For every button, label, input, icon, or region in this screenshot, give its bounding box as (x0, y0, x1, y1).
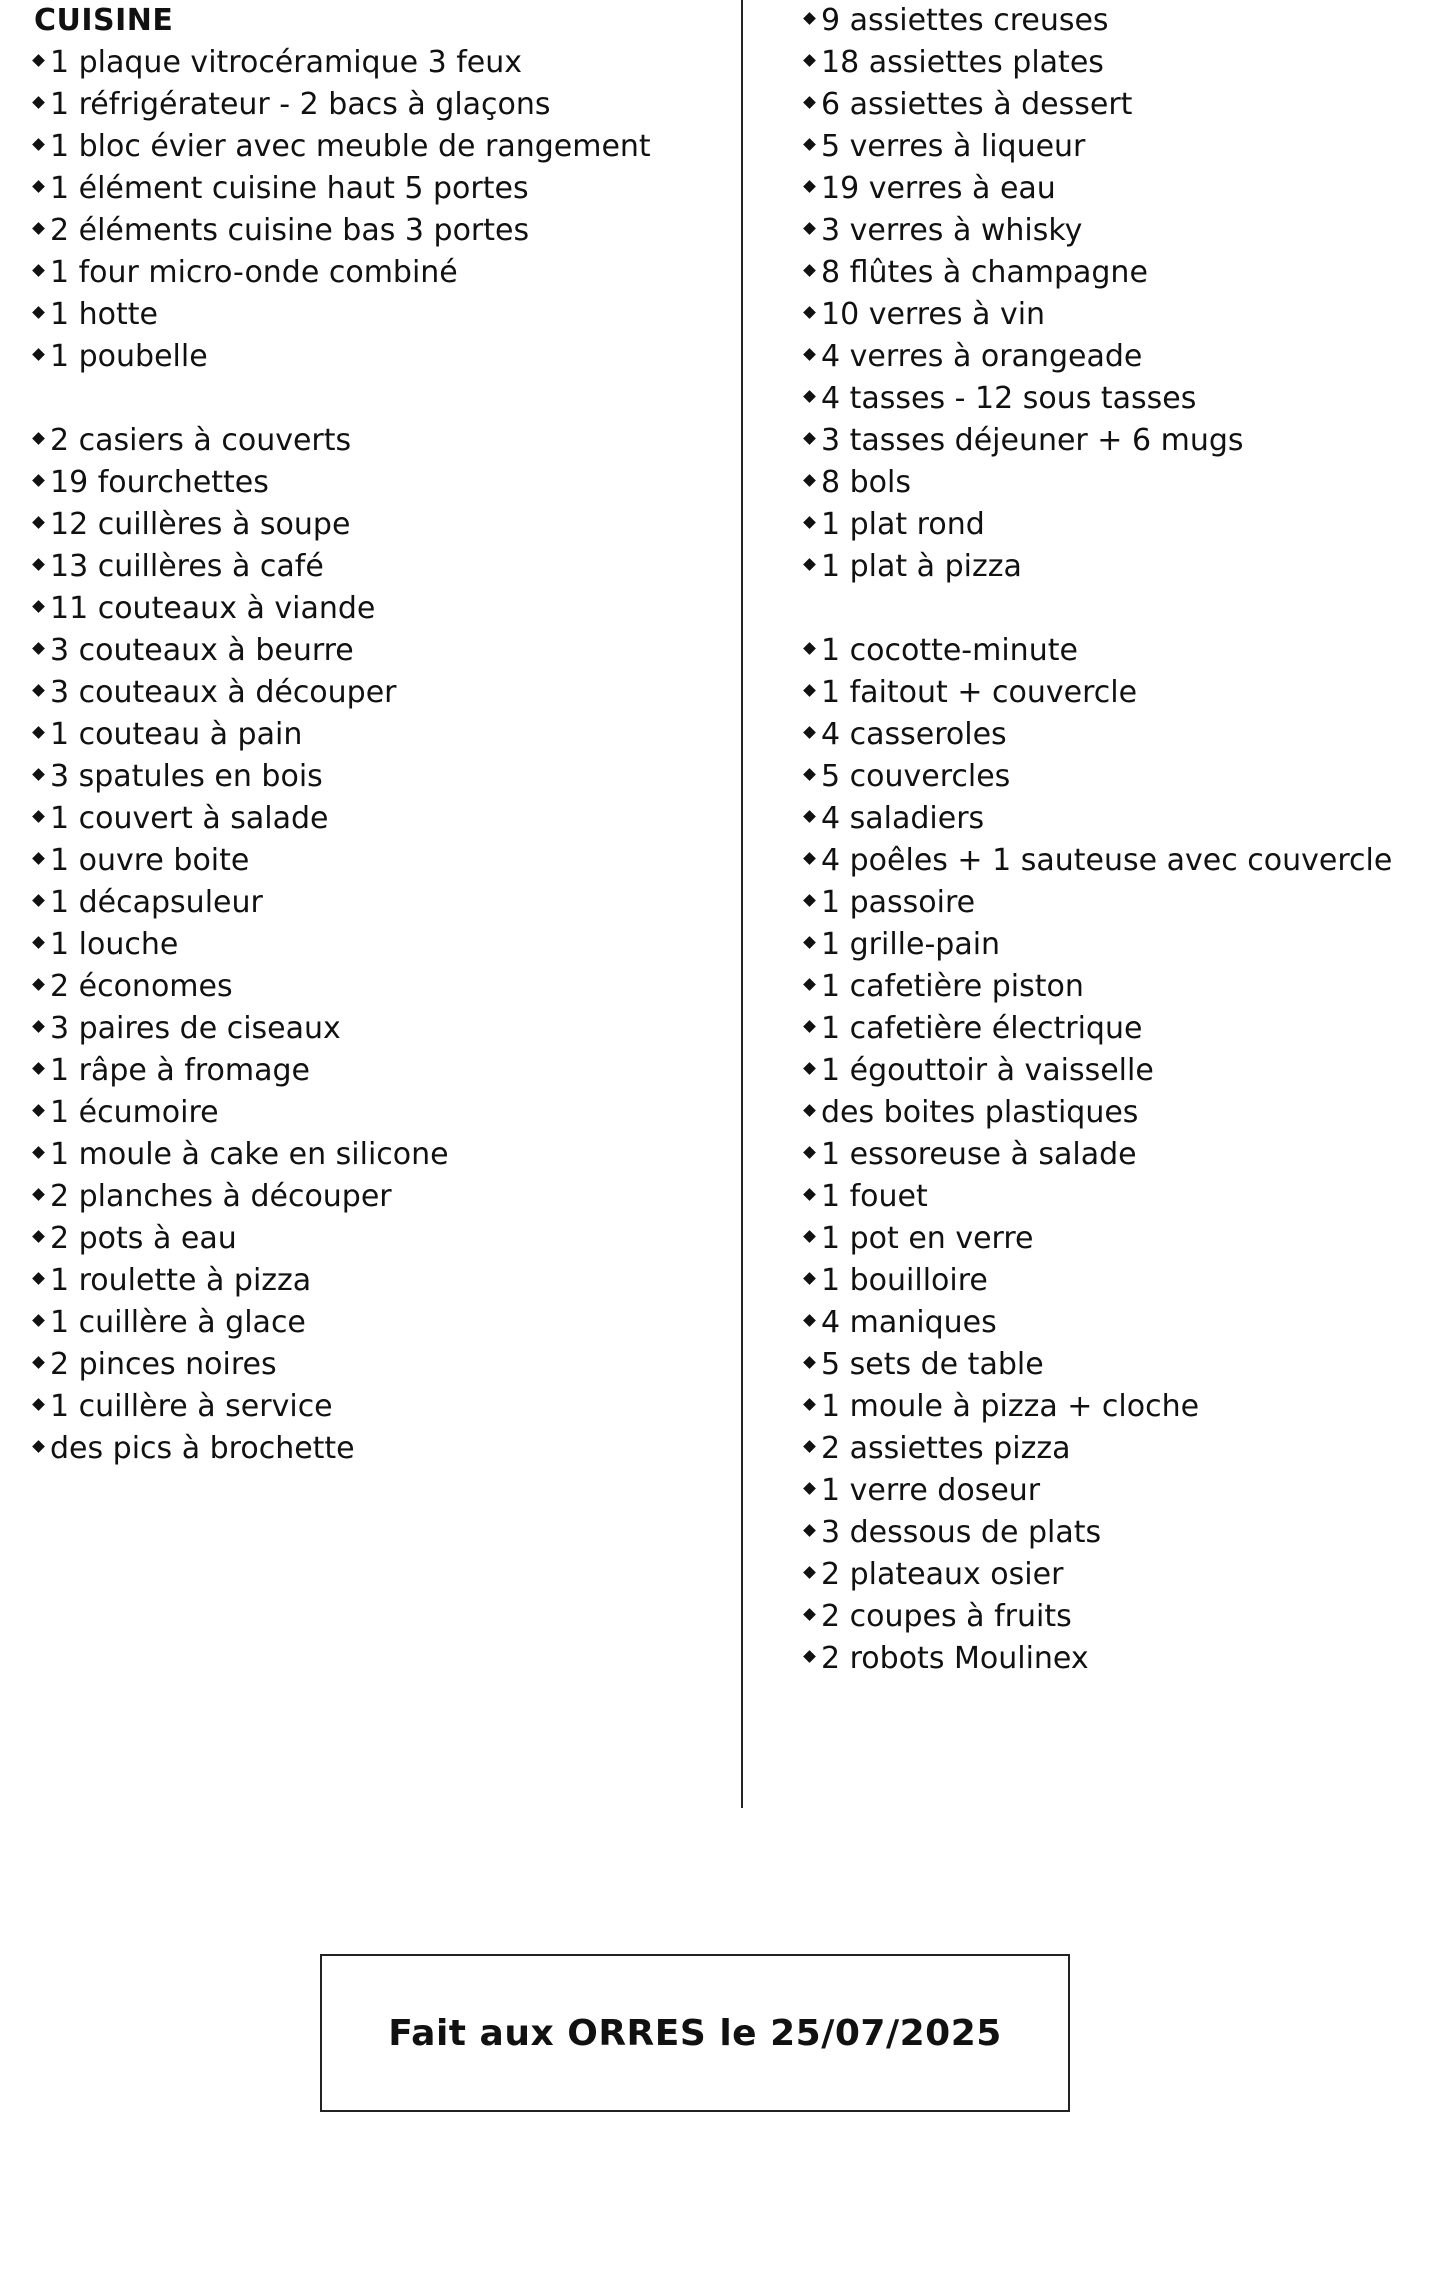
item-label: 3 couteaux à beurre (50, 633, 354, 668)
diamond-bullet-icon (803, 54, 816, 67)
left-item-list (34, 42, 734, 1470)
list-item (34, 1092, 734, 1134)
list-item (805, 1470, 1425, 1512)
item-label: 2 casiers à couverts (50, 423, 352, 458)
list-item (805, 924, 1425, 966)
diamond-bullet-icon (803, 1230, 816, 1243)
list-item (805, 168, 1425, 210)
list-item (805, 1638, 1425, 1680)
diamond-bullet-icon (32, 432, 45, 445)
diamond-bullet-icon (803, 432, 816, 445)
list-item (34, 210, 734, 252)
item-label: 8 bols (821, 465, 911, 500)
list-item (805, 1386, 1425, 1428)
item-label: 1 moule à cake en silicone (50, 1137, 449, 1172)
list-item (34, 1218, 734, 1260)
diamond-bullet-icon (803, 1020, 816, 1033)
diamond-bullet-icon (32, 768, 45, 781)
item-label: 2 coupes à fruits (821, 1599, 1072, 1634)
diamond-bullet-icon (32, 516, 45, 529)
item-label: 1 râpe à fromage (50, 1053, 310, 1088)
list-item (34, 1134, 734, 1176)
item-label: 2 planches à découper (50, 1179, 392, 1214)
item-label: 11 couteaux à viande (50, 591, 376, 626)
list-item (805, 756, 1425, 798)
diamond-bullet-icon (32, 1188, 45, 1201)
list-item (805, 1428, 1425, 1470)
item-label: 1 louche (50, 927, 179, 962)
item-label: 2 éléments cuisine bas 3 portes (50, 213, 530, 248)
item-label: 1 pot en verre (821, 1221, 1034, 1256)
item-label: 1 poubelle (50, 339, 208, 374)
diamond-bullet-icon (803, 852, 816, 865)
diamond-bullet-icon (32, 642, 45, 655)
list-item (805, 84, 1425, 126)
item-label: 8 flûtes à champagne (821, 255, 1148, 290)
item-label: 3 paires de ciseaux (50, 1011, 341, 1046)
diamond-bullet-icon (32, 1440, 45, 1453)
list-item (805, 1176, 1425, 1218)
list-item (805, 1008, 1425, 1050)
item-label: 3 dessous de plats (821, 1515, 1102, 1550)
item-label: 2 plateaux osier (821, 1557, 1064, 1592)
item-label: 13 cuillères à café (50, 549, 324, 584)
diamond-bullet-icon (32, 1398, 45, 1411)
list-item (34, 252, 734, 294)
item-label: 1 cafetière piston (821, 969, 1084, 1004)
list-item (34, 126, 734, 168)
list-item (34, 504, 734, 546)
list-item (34, 294, 734, 336)
diamond-bullet-icon (32, 1230, 45, 1243)
list-item (34, 1428, 734, 1470)
list-item (805, 1134, 1425, 1176)
item-label: 12 cuillères à soupe (50, 507, 351, 542)
diamond-bullet-icon (803, 936, 816, 949)
diamond-bullet-icon (32, 1104, 45, 1117)
item-label: 5 sets de table (821, 1347, 1044, 1382)
item-label: 1 cocotte-minute (821, 633, 1078, 668)
item-label: 1 bloc évier avec meuble de rangement (50, 129, 651, 164)
diamond-bullet-icon (32, 138, 45, 151)
list-item (805, 210, 1425, 252)
list-item (34, 1050, 734, 1092)
item-label: 1 réfrigérateur - 2 bacs à glaçons (50, 87, 551, 122)
item-label: 1 four micro-onde combiné (50, 255, 458, 290)
item-label: 19 fourchettes (50, 465, 269, 500)
right-item-list (805, 0, 1425, 1680)
list-item (805, 1302, 1425, 1344)
item-label: 1 cuillère à service (50, 1389, 333, 1424)
item-label: 1 hotte (50, 297, 158, 332)
diamond-bullet-icon (803, 1146, 816, 1159)
diamond-bullet-icon (803, 96, 816, 109)
diamond-bullet-icon (32, 894, 45, 907)
diamond-bullet-icon (803, 1482, 816, 1495)
diamond-bullet-icon (803, 138, 816, 151)
list-item (805, 1050, 1425, 1092)
list-item (34, 630, 734, 672)
item-label: 6 assiettes à dessert (821, 87, 1133, 122)
diamond-bullet-icon (32, 852, 45, 865)
list-item (34, 924, 734, 966)
list-item (805, 462, 1425, 504)
item-label: 1 passoire (821, 885, 976, 920)
diamond-bullet-icon (32, 1020, 45, 1033)
diamond-bullet-icon (32, 222, 45, 235)
diamond-bullet-icon (32, 936, 45, 949)
list-item (34, 840, 734, 882)
item-label: 1 couvert à salade (50, 801, 329, 836)
item-label: 4 poêles + 1 sauteuse avec couvercle (821, 843, 1393, 878)
list-item (805, 0, 1425, 42)
diamond-bullet-icon (803, 516, 816, 529)
list-item (34, 168, 734, 210)
item-label: 1 plat rond (821, 507, 985, 542)
list-item (805, 798, 1425, 840)
list-item (34, 588, 734, 630)
diamond-bullet-icon (803, 306, 816, 319)
diamond-bullet-icon (803, 894, 816, 907)
item-label: 2 robots Moulinex (821, 1641, 1089, 1676)
signature-text: Fait aux ORRES le 25/07/2025 (388, 2012, 1002, 2054)
diamond-bullet-icon (803, 1062, 816, 1075)
item-label: 1 décapsuleur (50, 885, 263, 920)
diamond-bullet-icon (803, 180, 816, 193)
diamond-bullet-icon (32, 1062, 45, 1075)
item-label: 3 couteaux à découper (50, 675, 397, 710)
diamond-bullet-icon (32, 1272, 45, 1285)
diamond-bullet-icon (32, 978, 45, 991)
diamond-bullet-icon (803, 222, 816, 235)
list-item (34, 714, 734, 756)
diamond-bullet-icon (32, 96, 45, 109)
item-label: 2 pots à eau (50, 1221, 237, 1256)
list-item (805, 1596, 1425, 1638)
list-item (805, 420, 1425, 462)
list-item (805, 504, 1425, 546)
diamond-bullet-icon (803, 348, 816, 361)
item-label: 1 faitout + couvercle (821, 675, 1138, 710)
diamond-bullet-icon (32, 348, 45, 361)
list-item (34, 1344, 734, 1386)
list-item (34, 1176, 734, 1218)
diamond-bullet-icon (803, 726, 816, 739)
list-item (805, 1260, 1425, 1302)
list-item (34, 672, 734, 714)
item-label: 18 assiettes plates (821, 45, 1104, 80)
diamond-bullet-icon (803, 264, 816, 277)
item-label: 1 moule à pizza + cloche (821, 1389, 1200, 1424)
list-item (34, 42, 734, 84)
diamond-bullet-icon (32, 726, 45, 739)
diamond-bullet-icon (32, 474, 45, 487)
item-label: 1 verre doseur (821, 1473, 1041, 1508)
section-heading: CUISINE (34, 3, 174, 38)
item-label: 1 ouvre boite (50, 843, 250, 878)
item-label: 4 saladiers (821, 801, 985, 836)
list-item (805, 1344, 1425, 1386)
diamond-bullet-icon (803, 1356, 816, 1369)
item-label: 5 couvercles (821, 759, 1011, 794)
diamond-bullet-icon (803, 1566, 816, 1579)
item-label: 2 pinces noires (50, 1347, 277, 1382)
item-label: 4 casseroles (821, 717, 1007, 752)
diamond-bullet-icon (803, 558, 816, 571)
list-item (805, 966, 1425, 1008)
diamond-bullet-icon (32, 1146, 45, 1159)
list-item (805, 378, 1425, 420)
item-label: 1 cuillère à glace (50, 1305, 306, 1340)
diamond-bullet-icon (803, 642, 816, 655)
diamond-bullet-icon (803, 684, 816, 697)
list-item (805, 630, 1425, 672)
list-item (805, 1554, 1425, 1596)
signature-box (320, 1954, 1070, 2112)
list-item (805, 882, 1425, 924)
list-item (34, 1008, 734, 1050)
diamond-bullet-icon (32, 306, 45, 319)
diamond-bullet-icon (803, 12, 816, 25)
diamond-bullet-icon (803, 474, 816, 487)
list-item (34, 798, 734, 840)
list-item (34, 882, 734, 924)
item-label: 5 verres à liqueur (821, 129, 1086, 164)
list-item (34, 420, 734, 462)
list-item (34, 1260, 734, 1302)
item-label: 2 économes (50, 969, 233, 1004)
list-item (805, 840, 1425, 882)
right-column (805, 0, 1425, 1680)
item-label: 4 verres à orangeade (821, 339, 1143, 374)
item-label: 1 fouet (821, 1179, 928, 1214)
diamond-bullet-icon (803, 390, 816, 403)
item-label: 1 plaque vitrocéramique 3 feux (50, 45, 523, 80)
item-label: des boites plastiques (821, 1095, 1139, 1130)
list-item (805, 546, 1425, 588)
diamond-bullet-icon (803, 1188, 816, 1201)
diamond-bullet-icon (32, 1314, 45, 1327)
diamond-bullet-icon (803, 1314, 816, 1327)
list-item (34, 966, 734, 1008)
item-label: des pics à brochette (50, 1431, 355, 1466)
item-label: 4 tasses - 12 sous tasses (821, 381, 1197, 416)
list-item (805, 714, 1425, 756)
list-item (805, 294, 1425, 336)
item-label: 19 verres à eau (821, 171, 1056, 206)
diamond-bullet-icon (803, 1272, 816, 1285)
item-label: 1 élément cuisine haut 5 portes (50, 171, 529, 206)
left-column (34, 0, 734, 1470)
item-label: 4 maniques (821, 1305, 997, 1340)
item-label: 3 verres à whisky (821, 213, 1083, 248)
column-divider (741, 0, 743, 1808)
diamond-bullet-icon (32, 54, 45, 67)
list-item (34, 84, 734, 126)
item-label: 3 tasses déjeuner + 6 mugs (821, 423, 1244, 458)
list-item (34, 462, 734, 504)
diamond-bullet-icon (32, 810, 45, 823)
diamond-bullet-icon (803, 1104, 816, 1117)
item-label: 2 assiettes pizza (821, 1431, 1071, 1466)
item-label: 1 cafetière électrique (821, 1011, 1143, 1046)
item-label: 10 verres à vin (821, 297, 1046, 332)
diamond-bullet-icon (32, 264, 45, 277)
list-item (34, 1302, 734, 1344)
diamond-bullet-icon (32, 180, 45, 193)
list-item (805, 1512, 1425, 1554)
list-item (34, 546, 734, 588)
item-label: 1 écumoire (50, 1095, 219, 1130)
item-label: 9 assiettes creuses (821, 3, 1109, 38)
diamond-bullet-icon (32, 558, 45, 571)
diamond-bullet-icon (32, 1356, 45, 1369)
diamond-bullet-icon (803, 1650, 816, 1663)
list-item (805, 672, 1425, 714)
item-label: 1 plat à pizza (821, 549, 1022, 584)
list-item (34, 756, 734, 798)
list-item (805, 1218, 1425, 1260)
item-label: 1 couteau à pain (50, 717, 303, 752)
diamond-bullet-icon (32, 600, 45, 613)
item-label: 1 bouilloire (821, 1263, 988, 1298)
diamond-bullet-icon (803, 978, 816, 991)
list-item (34, 1386, 734, 1428)
item-label: 1 roulette à pizza (50, 1263, 312, 1298)
item-label: 1 essoreuse à salade (821, 1137, 1137, 1172)
diamond-bullet-icon (803, 1524, 816, 1537)
list-item (805, 1092, 1425, 1134)
list-item (805, 126, 1425, 168)
diamond-bullet-icon (803, 1440, 816, 1453)
diamond-bullet-icon (32, 684, 45, 697)
diamond-bullet-icon (803, 1398, 816, 1411)
item-label: 1 grille-pain (821, 927, 1001, 962)
diamond-bullet-icon (803, 810, 816, 823)
list-item (805, 252, 1425, 294)
list-item (34, 336, 734, 378)
list-item (805, 336, 1425, 378)
diamond-bullet-icon (803, 1608, 816, 1621)
item-label: 3 spatules en bois (50, 759, 323, 794)
list-item (805, 42, 1425, 84)
diamond-bullet-icon (803, 768, 816, 781)
item-label: 1 égouttoir à vaisselle (821, 1053, 1154, 1088)
